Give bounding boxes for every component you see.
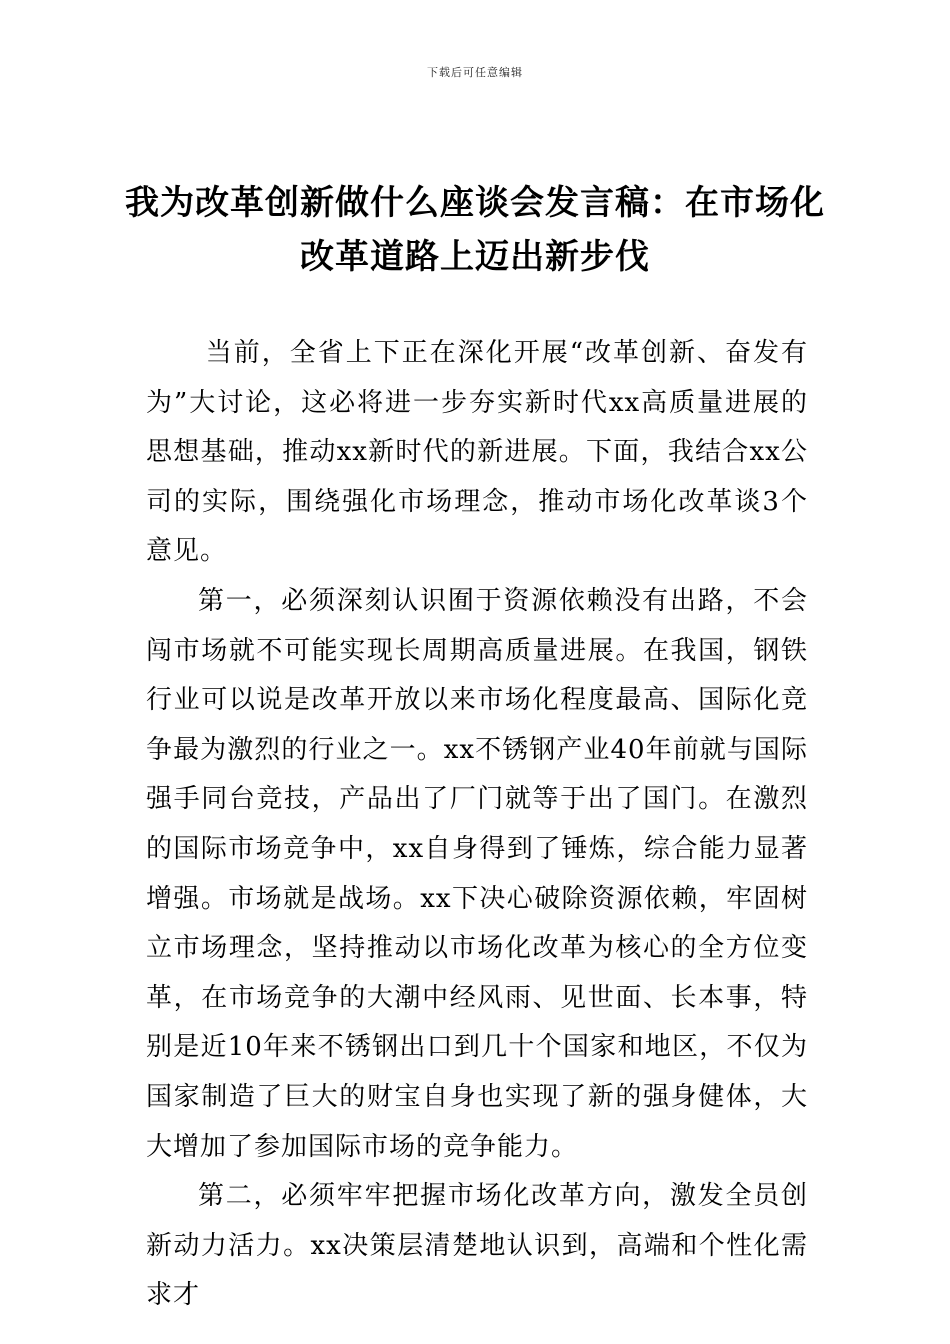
paragraph-first-point: 第一，必须深刻认识囿于资源依赖没有出路，不会闯市场就不可能实现长周期高质量进展。在我国，钢铁行业可以说是改革开放以来市场化程度最高、国际化竞争最为激烈的行业之一。xx不锈钢产业40年前就与国际强手同台竞技，产品出了厂门就等于出了国门。在激烈的国际市场竞争中，xx自身得到了锤炼，综合能力显著增强。市场就是战场。xx下决心破除资源依赖，牢固树立市场理念，坚持推动以市场化改革为核心的全方位变革，在市场竞争的大潮中经风雨、见世面、长本事，特别是近10年来不锈钢出口到几十个国家和地区，不仅为国家制造了巨大的财宝自身也实现了新的强身健体，大大增加了参加国际市场的竞争能力。 — [146, 585, 808, 1162]
paragraph-second-point: 第二，必须牢牢把握市场化改革方向，激发全员创新动力活力。xx决策层清楚地认识到，高端和个性化需求才 — [146, 1181, 808, 1311]
document-title: 我为改革创新做什么座谈会发言稿：在市场化改革道路上迈出新步伐 — [125, 183, 825, 277]
document-body — [146, 329, 808, 1321]
paragraph-intro: 当前，全省上下正在深化开展“改革创新、奋发有为”大讨论，这必将进一步夯实新时代xx高质量进展的思想基础，推动xx新时代的新进展。下面，我结合xx公司的实际，围绕强化市场理念，推动市场化改革谈3个意见。 — [146, 338, 808, 567]
page-header-note: 下载后可任意编辑 — [427, 66, 523, 79]
